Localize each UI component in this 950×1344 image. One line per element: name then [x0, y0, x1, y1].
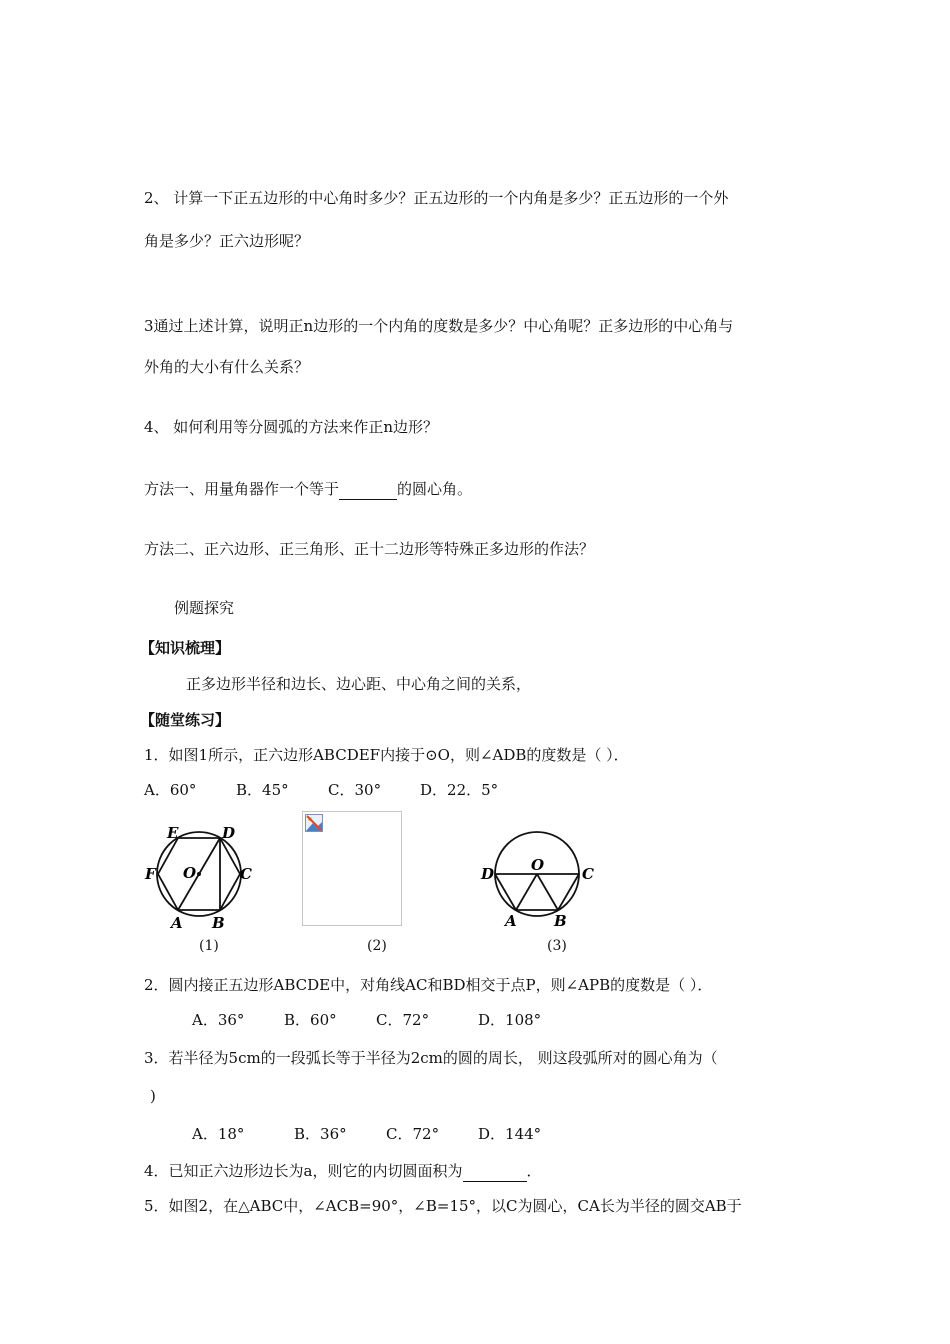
p5-stem: 5．如图2，在△ABC中，∠ACB=90°，∠B=15°，以C为圆心，CA长为半径的圆交AB于: [144, 1197, 742, 1215]
fig3-label-a: A: [505, 912, 517, 930]
p3-option-a: A．18°: [192, 1125, 245, 1143]
p1-stem: 1．如图1所示，正六边形ABCDEF内接于⊙O，则∠ADB的度数是（ ）．: [144, 746, 629, 764]
fig3-label-c: C: [582, 865, 594, 883]
fig1-label-b: B: [212, 914, 225, 932]
fig3-label-o: O: [531, 856, 545, 874]
p4-line: [144, 1161, 542, 1182]
figure-1-caption: (1): [199, 938, 219, 954]
fig3-label-d: D: [481, 865, 495, 883]
method2-text: 方法二、正六边形、正三角形、正十二边形等特殊正多边形的作法？: [144, 540, 595, 558]
method1-after: 的圆心角。: [397, 480, 473, 498]
p1-option-b: B．45°: [236, 781, 289, 799]
q4-text: 4、 如何利用等分圆弧的方法来作正n边形？: [144, 418, 438, 436]
q3-line1: 3通过上述计算，说明正n边形的一个内角的度数是多少？中心角呢？正多边形的中心角与: [144, 317, 734, 335]
p2-option-d: D．108°: [478, 1011, 542, 1029]
q3-line2: 外角的大小有什么关系？: [144, 358, 310, 376]
p2-option-b: B．60°: [284, 1011, 337, 1029]
fig3-label-b: B: [554, 912, 567, 930]
fig3-segment-oa: [516, 874, 537, 910]
p3-stem-end: ): [150, 1087, 156, 1105]
method1-before: 方法一、用量角器作一个等于: [144, 480, 340, 498]
p1-option-d: D．22．5°: [420, 781, 499, 799]
knowledge-header: 【知识梳理】: [140, 639, 231, 657]
fig1-center-point: [197, 872, 201, 876]
knowledge-text: 正多边形半径和边长、边心距、中心角之间的关系，: [186, 675, 532, 693]
figure-2-caption: (2): [367, 938, 387, 954]
fig1-label-d: D: [222, 824, 236, 842]
fig1-label-o: O: [183, 864, 197, 882]
p3-stem: 3．若半径为5cm的一段弧长等于半径为2cm的圆的周长， 则这段弧所对的圆心角为（: [144, 1049, 718, 1067]
p2-stem: 2．圆内接正五边形ABCDE中，对角线AC和BD相交于点P，则∠APB的度数是（ ）．: [144, 976, 713, 994]
p4-blank: [463, 1161, 527, 1182]
figure-2-placeholder: [302, 811, 402, 926]
practice-header: 【随堂练习】: [140, 711, 231, 729]
p3-option-d: D．144°: [478, 1125, 542, 1143]
q2-line2: 角是多少？正六边形呢？: [144, 232, 310, 250]
p2-option-a: A．36°: [192, 1011, 245, 1029]
p3-option-c: C．72°: [386, 1125, 440, 1143]
fig1-label-e: E: [167, 824, 179, 842]
broken-image-icon: [305, 814, 323, 832]
figure-3-circle: [478, 822, 598, 932]
q2-line1: 2、 计算一下正五边形的中心角时多少？正五边形的一个内角是多少？正五边形的一个外: [144, 189, 729, 207]
p4-after: ．: [526, 1162, 542, 1180]
fig1-label-c: C: [240, 865, 252, 883]
fig1-label-a: A: [171, 914, 183, 932]
fig1-label-f: F: [145, 865, 156, 883]
fig3-segment-ob: [537, 874, 558, 910]
p2-option-c: C．72°: [376, 1011, 430, 1029]
p3-option-b: B．36°: [294, 1125, 347, 1143]
method1-line: [144, 479, 472, 500]
method1-blank: [339, 479, 397, 500]
example-title: 例题探究: [174, 599, 235, 617]
p4-before: 4．已知正六边形边长为a，则它的内切圆面积为: [144, 1162, 463, 1180]
figure-1-hexagon: [140, 822, 260, 932]
figure-3-caption: (3): [547, 938, 567, 954]
p1-option-c: C．30°: [328, 781, 382, 799]
p1-option-a: A．60°: [144, 781, 197, 799]
